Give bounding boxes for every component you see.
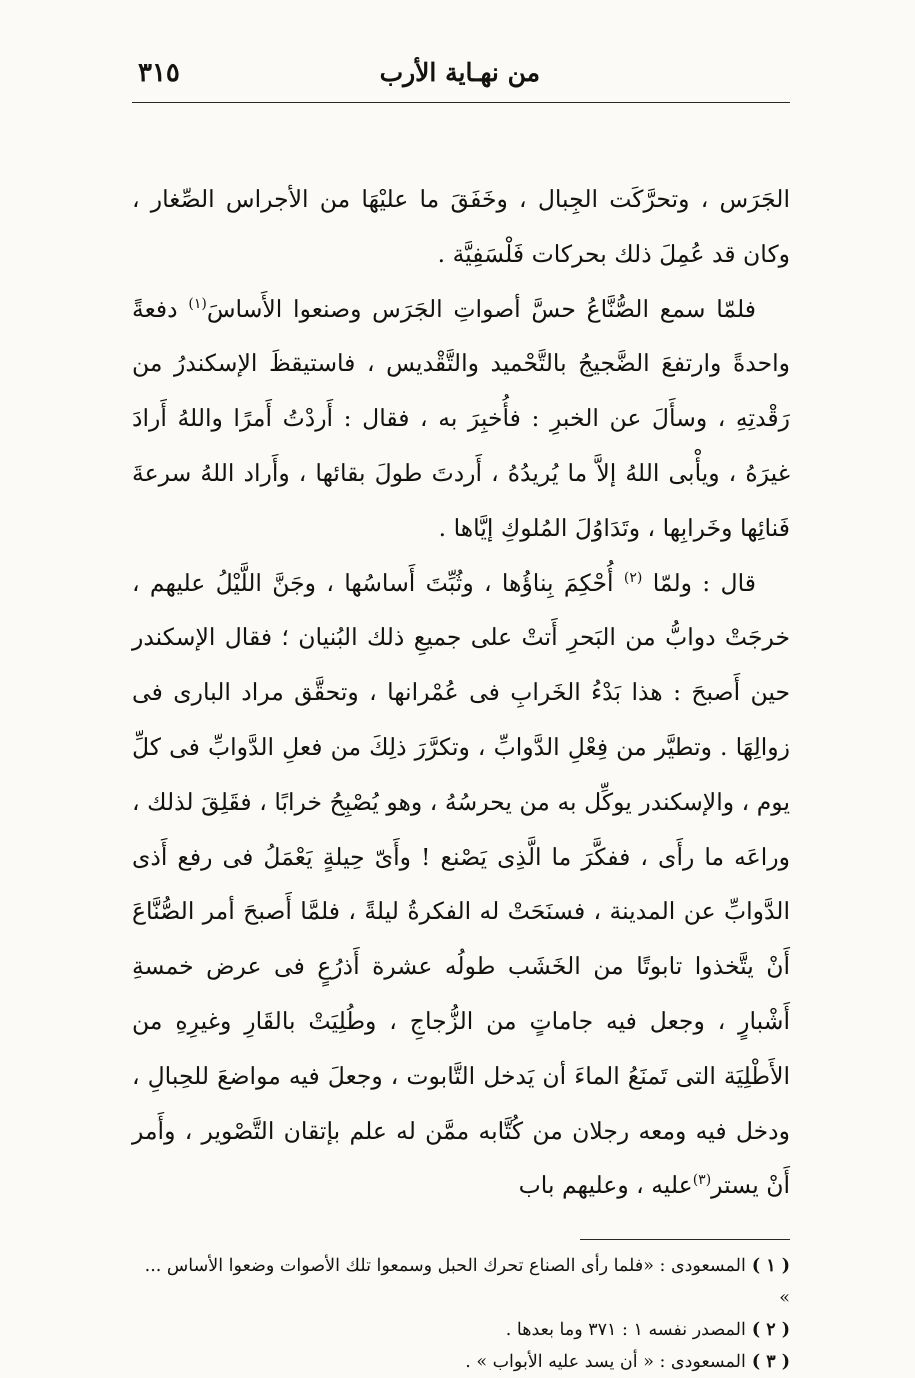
footnote-text: المصدر نفسه ١ : ٣٧١ وما بعدها . — [505, 1320, 746, 1341]
footnote-number: ( ٢ ) — [751, 1320, 790, 1341]
paragraph-text-end: عليه ، وعليهم باب — [518, 1171, 693, 1200]
footnote-number: ( ٣ ) — [751, 1352, 790, 1373]
body-text — [132, 172, 790, 1213]
footnote-marker-2: (٢) — [623, 569, 643, 586]
footnote-rule — [580, 1239, 790, 1240]
footnote-3 — [132, 1346, 790, 1378]
paragraph-2 — [132, 282, 790, 556]
running-title: من نهـاية الأرب — [379, 58, 540, 87]
footnote-text: المسعودى : « أن يسد عليه الأبواب » . — [465, 1352, 746, 1373]
paragraph-3 — [132, 556, 790, 1214]
footnote-2 — [132, 1314, 790, 1346]
footnote-marker-3: (٣) — [692, 1172, 712, 1189]
footnote-number: ( ١ ) — [751, 1256, 790, 1277]
paragraph-text: قال : ولمّا — [652, 568, 756, 597]
paragraph-text: فلمّا سمع الصُّنَّاعُ حسَّ أصواتِ الجَرَس وصنعوا الأَساسَ — [206, 294, 756, 323]
footnote-text: المسعودى : «فلما رأى الصناع تحرك الحبل وسمعوا تلك الأصوات وضعوا الأساس ... » — [144, 1256, 790, 1309]
paragraph-text-continued: أُحْكِمَ بِناؤُها ، وثُبِّتَ أَساسُها ، وجَنَّ اللَّيْلُ عليهم ، خرجَتْ دوابُّ من البَحرِ أَتتْ على جميعِ ذلك البُنيان ؛ فقال الإسكندر حين أَصبحَ : هذا بَدْءُ الخَرابِ فى عُمْرانها ، وتحقَّق مراد البارى فى زوالِهَا . وتطيَّر من فِعْلِ الدَّوابِّ ، وتكرَّرَ ذلِكَ من فعلِ الدَّوابِّ فى كلِّ يوم ، والإسكندر يوكِّل به من يحرسُهُ ، وهو يُصْبِحُ خرابًا ، فقَلِقَ لذلك ، وراعَه ما رأَى ، ففكَّرَ ما الَّذِى يَصْنع ! وأَىّ حِيلةٍ يَعْمَلُ فى رفع أَذى الدَّوابِّ عن المدينة ، فسنَحَتْ له الفكرةُ ليلةً ، فلمَّا أَصبحَ أمر الصُّنَّاعَ أَنْ يتَّخذوا تابوتًا من الخَشَب طولُه عشرة أَذرُعٍ فى عرض خمسةِ أَشْبارٍ ، وجعل فيه جاماتٍ من الزُّجاجِ ، وطُلِيَتْ بالقَارِ وغيرِهِ من الأَطْلِيَة التى تَمنَعُ الماءَ أن يَدخل التَّابوت ، وجعلَ فيه مواضعَ للحِبالِ ، ودخل فيه ومعه رجلان من كُتَّابه ممَّن له علم بإتقان التَّصْوير ، وأَمر أَنْ يستر — [132, 568, 791, 1200]
paragraph-text: الجَرَس ، وتحرَّكَت الجِبال ، وخَفَقَ ما عليْهَا من الأجراس الصِّغار ، وكان قد عُمِلَ ذلك بحركات فَلْسَفِيَّة . — [132, 185, 790, 268]
footnote-1 — [132, 1250, 790, 1314]
header-rule — [132, 102, 790, 103]
paragraph-1 — [132, 172, 790, 282]
page-number: ٣١٥ — [138, 58, 180, 88]
page-header — [132, 58, 790, 106]
paragraph-text-continued: دفعةً واحدةً وارتفعَ الضَّجيجُ بالتَّحْميد والتَّقْديس ، فاستيقظَ الإسكندرُ من رَقْدتِهِ ، وسأَلَ عن الخبرِ : فأُخبِرَ به ، فقال : أَردْتُ أَمرًا واللهُ أَرادَ غيرَهُ ، ويأْبى اللهُ إلاَّ ما يُريدُهُ ، أَردتَ طولَ بقائها ، وأَراد اللهُ سرعةَ فَنائِها وخَرابِها ، وتَدَاوُلَ المُلوكِ إيَّاها . — [132, 294, 790, 542]
footnote-marker-1: (١) — [188, 295, 207, 312]
